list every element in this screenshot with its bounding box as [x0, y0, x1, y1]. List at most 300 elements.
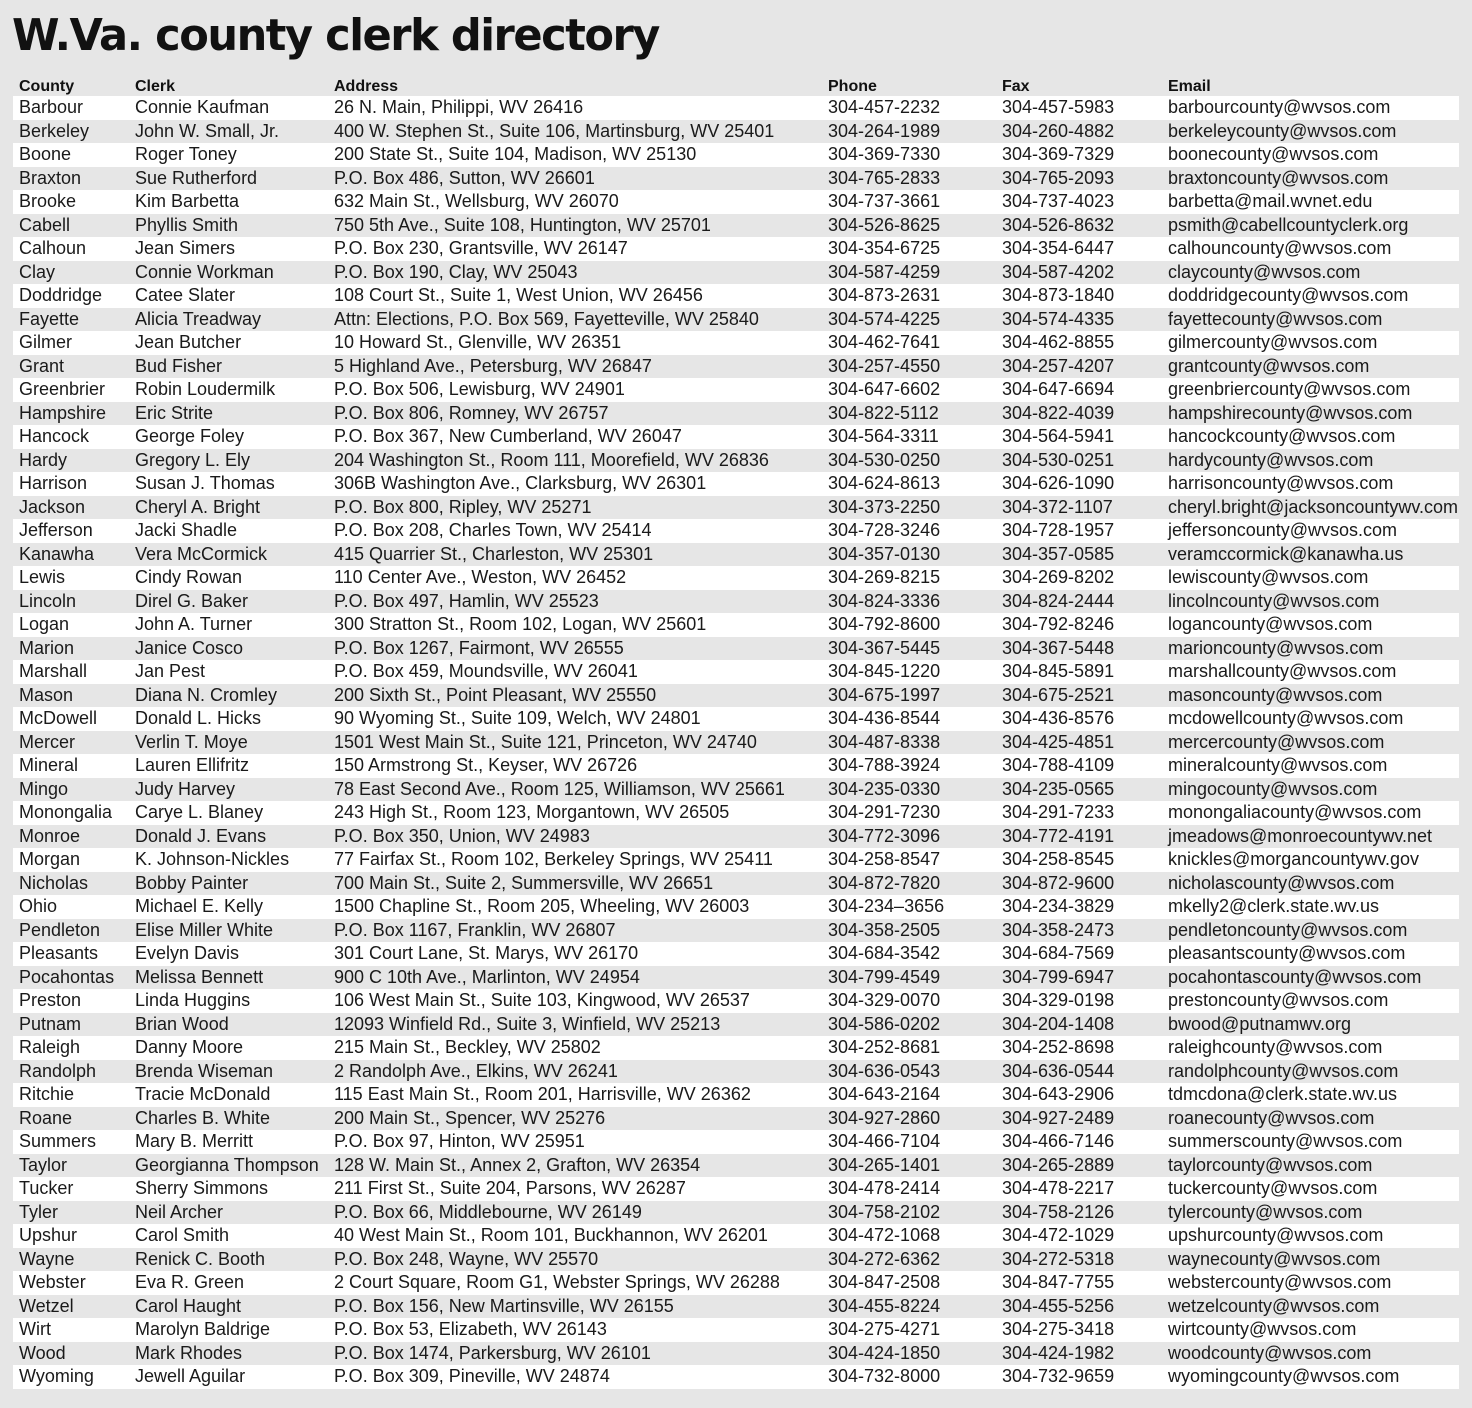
fax-cell: 304-772-4191: [996, 825, 1162, 849]
email-cell: pendletoncounty@wvsos.com: [1162, 919, 1459, 943]
county-cell: Nicholas: [13, 872, 129, 896]
table-row: [13, 778, 1459, 802]
county-cell: Pendleton: [13, 919, 129, 943]
clerk-cell: Michael E. Kelly: [129, 895, 328, 919]
clerk-cell: Brenda Wiseman: [129, 1060, 328, 1084]
phone-cell: 304-737-3661: [822, 190, 996, 214]
county-cell: Cabell: [13, 214, 129, 238]
email-cell: bwood@putnamwv.org: [1162, 1013, 1459, 1037]
clerk-cell: Lauren Ellifritz: [129, 754, 328, 778]
address-cell: 200 Main St., Spencer, WV 25276: [328, 1107, 822, 1131]
email-cell: mineralcounty@wvsos.com: [1162, 754, 1459, 778]
fax-cell: 304-684-7569: [996, 942, 1162, 966]
address-cell: 750 5th Ave., Suite 108, Huntington, WV 25701: [328, 214, 822, 238]
clerk-cell: Diana N. Cromley: [129, 684, 328, 708]
phone-cell: 304-765-2833: [822, 167, 996, 191]
fax-cell: 304-457-5983: [996, 96, 1162, 120]
address-cell: 700 Main St., Suite 2, Summersville, WV 26651: [328, 872, 822, 896]
county-cell: Monongalia: [13, 801, 129, 825]
clerk-cell: Tracie McDonald: [129, 1083, 328, 1107]
clerk-cell: Janice Cosco: [129, 637, 328, 661]
table-row: [13, 1365, 1459, 1389]
fax-cell: 304-587-4202: [996, 261, 1162, 285]
fax-cell: 304-799-6947: [996, 966, 1162, 990]
address-cell: 301 Court Lane, St. Marys, WV 26170: [328, 942, 822, 966]
address-cell: P.O. Box 248, Wayne, WV 25570: [328, 1248, 822, 1272]
clerk-cell: Renick C. Booth: [129, 1248, 328, 1272]
fax-cell: 304-367-5448: [996, 637, 1162, 661]
email-cell: pleasantscounty@wvsos.com: [1162, 942, 1459, 966]
table-row: [13, 261, 1459, 285]
address-cell: 40 West Main St., Room 101, Buckhannon, WV 26201: [328, 1224, 822, 1248]
county-cell: Marion: [13, 637, 129, 661]
email-cell: wirtcounty@wvsos.com: [1162, 1318, 1459, 1342]
clerk-cell: John W. Small, Jr.: [129, 120, 328, 144]
email-cell: prestoncounty@wvsos.com: [1162, 989, 1459, 1013]
fax-cell: 304-732-9659: [996, 1365, 1162, 1389]
address-cell: 2 Court Square, Room G1, Webster Springs, WV 26288: [328, 1271, 822, 1295]
header-county: County: [19, 78, 75, 95]
email-cell: wyomingcounty@wvsos.com: [1162, 1365, 1459, 1389]
table-row: [13, 1083, 1459, 1107]
fax-cell: 304-845-5891: [996, 660, 1162, 684]
table-row: [13, 1318, 1459, 1342]
email-cell: tylercounty@wvsos.com: [1162, 1201, 1459, 1225]
address-cell: P.O. Box 97, Hinton, WV 25951: [328, 1130, 822, 1154]
email-cell: mingocounty@wvsos.com: [1162, 778, 1459, 802]
table-row: [13, 96, 1459, 120]
email-cell: lewiscounty@wvsos.com: [1162, 566, 1459, 590]
county-cell: Boone: [13, 143, 129, 167]
phone-cell: 304-354-6725: [822, 237, 996, 261]
page-title: W.Va. county clerk directory: [12, 10, 659, 61]
phone-cell: 304-457-2232: [822, 96, 996, 120]
fax-cell: 304-260-4882: [996, 120, 1162, 144]
table-row: [13, 1107, 1459, 1131]
table-row: [13, 143, 1459, 167]
phone-cell: 304-586-0202: [822, 1013, 996, 1037]
email-cell: calhouncounty@wvsos.com: [1162, 237, 1459, 261]
phone-cell: 304-369-7330: [822, 143, 996, 167]
email-cell: marioncounty@wvsos.com: [1162, 637, 1459, 661]
phone-cell: 304-357-0130: [822, 543, 996, 567]
phone-cell: 304-424-1850: [822, 1342, 996, 1366]
email-cell: barbourcounty@wvsos.com: [1162, 96, 1459, 120]
email-cell: mercercounty@wvsos.com: [1162, 731, 1459, 755]
email-cell: harrisoncounty@wvsos.com: [1162, 472, 1459, 496]
county-cell: Kanawha: [13, 543, 129, 567]
email-cell: braxtoncounty@wvsos.com: [1162, 167, 1459, 191]
clerk-cell: Direl G. Baker: [129, 590, 328, 614]
table-row: [13, 1036, 1459, 1060]
clerk-cell: Jean Simers: [129, 237, 328, 261]
phone-cell: 304-478-2414: [822, 1177, 996, 1201]
address-cell: 108 Court St., Suite 1, West Union, WV 26456: [328, 284, 822, 308]
table-row: [13, 989, 1459, 1013]
email-cell: taylorcounty@wvsos.com: [1162, 1154, 1459, 1178]
email-cell: tdmcdona@clerk.state.wv.us: [1162, 1083, 1459, 1107]
fax-cell: 304-626-1090: [996, 472, 1162, 496]
email-cell: wetzelcounty@wvsos.com: [1162, 1295, 1459, 1319]
clerk-cell: Gregory L. Ely: [129, 449, 328, 473]
address-cell: Attn: Elections, P.O. Box 569, Fayetteville, WV 25840: [328, 308, 822, 332]
table-row: [13, 590, 1459, 614]
clerk-cell: Alicia Treadway: [129, 308, 328, 332]
clerk-cell: Jean Butcher: [129, 331, 328, 355]
clerk-cell: Judy Harvey: [129, 778, 328, 802]
clerk-cell: Donald J. Evans: [129, 825, 328, 849]
phone-cell: 304-526-8625: [822, 214, 996, 238]
address-cell: P.O. Box 367, New Cumberland, WV 26047: [328, 425, 822, 449]
table-row: [13, 684, 1459, 708]
county-cell: Logan: [13, 613, 129, 637]
fax-cell: 304-574-4335: [996, 308, 1162, 332]
fax-cell: 304-462-8855: [996, 331, 1162, 355]
table-row: [13, 1224, 1459, 1248]
email-cell: nicholascounty@wvsos.com: [1162, 872, 1459, 896]
phone-cell: 304-466-7104: [822, 1130, 996, 1154]
fax-cell: 304-372-1107: [996, 496, 1162, 520]
clerk-cell: Carol Smith: [129, 1224, 328, 1248]
clerk-cell: Cindy Rowan: [129, 566, 328, 590]
county-cell: Calhoun: [13, 237, 129, 261]
clerk-cell: K. Johnson-Nickles: [129, 848, 328, 872]
fax-cell: 304-526-8632: [996, 214, 1162, 238]
table-row: [13, 707, 1459, 731]
phone-cell: 304-258-8547: [822, 848, 996, 872]
fax-cell: 304-257-4207: [996, 355, 1162, 379]
email-cell: fayettecounty@wvsos.com: [1162, 308, 1459, 332]
email-cell: upshurcounty@wvsos.com: [1162, 1224, 1459, 1248]
email-cell: psmith@cabellcountyclerk.org: [1162, 214, 1459, 238]
county-cell: Braxton: [13, 167, 129, 191]
address-cell: 10 Howard St., Glenville, WV 26351: [328, 331, 822, 355]
address-cell: 128 W. Main St., Annex 2, Grafton, WV 26354: [328, 1154, 822, 1178]
county-cell: Berkeley: [13, 120, 129, 144]
email-cell: claycounty@wvsos.com: [1162, 261, 1459, 285]
table-row: [13, 1271, 1459, 1295]
phone-cell: 304-872-7820: [822, 872, 996, 896]
table-row: [13, 519, 1459, 543]
county-cell: Wyoming: [13, 1365, 129, 1389]
address-cell: 632 Main St., Wellsburg, WV 26070: [328, 190, 822, 214]
email-cell: lincolncounty@wvsos.com: [1162, 590, 1459, 614]
clerk-cell: Jan Pest: [129, 660, 328, 684]
email-cell: veramccormick@kanawha.us: [1162, 543, 1459, 567]
fax-cell: 304-647-6694: [996, 378, 1162, 402]
clerk-cell: Donald L. Hicks: [129, 707, 328, 731]
county-cell: Morgan: [13, 848, 129, 872]
clerk-cell: Vera McCormick: [129, 543, 328, 567]
phone-cell: 304-462-7641: [822, 331, 996, 355]
county-cell: Mercer: [13, 731, 129, 755]
email-cell: hardycounty@wvsos.com: [1162, 449, 1459, 473]
table-row: [13, 1154, 1459, 1178]
address-cell: P.O. Box 1167, Franklin, WV 26807: [328, 919, 822, 943]
county-cell: Lincoln: [13, 590, 129, 614]
county-cell: McDowell: [13, 707, 129, 731]
address-cell: P.O. Box 800, Ripley, WV 25271: [328, 496, 822, 520]
county-cell: Monroe: [13, 825, 129, 849]
table-row: [13, 637, 1459, 661]
phone-cell: 304-269-8215: [822, 566, 996, 590]
phone-cell: 304-675-1997: [822, 684, 996, 708]
table-row: [13, 825, 1459, 849]
phone-cell: 304-758-2102: [822, 1201, 996, 1225]
email-cell: masoncounty@wvsos.com: [1162, 684, 1459, 708]
header-clerk: Clerk: [135, 78, 176, 95]
table-row: [13, 167, 1459, 191]
address-cell: 415 Quarrier St., Charleston, WV 25301: [328, 543, 822, 567]
county-cell: Wirt: [13, 1318, 129, 1342]
clerk-cell: Sue Rutherford: [129, 167, 328, 191]
clerk-cell: Neil Archer: [129, 1201, 328, 1225]
county-cell: Grant: [13, 355, 129, 379]
phone-cell: 304-647-6602: [822, 378, 996, 402]
address-cell: 300 Stratton St., Room 102, Logan, WV 25601: [328, 613, 822, 637]
email-cell: pocahontascounty@wvsos.com: [1162, 966, 1459, 990]
email-cell: barbetta@mail.wvnet.edu: [1162, 190, 1459, 214]
fax-cell: 304-847-7755: [996, 1271, 1162, 1295]
county-cell: Mingo: [13, 778, 129, 802]
table-row: [13, 566, 1459, 590]
county-cell: Upshur: [13, 1224, 129, 1248]
clerk-cell: Evelyn Davis: [129, 942, 328, 966]
address-cell: 5 Highland Ave., Petersburg, WV 26847: [328, 355, 822, 379]
address-cell: 2 Randolph Ave., Elkins, WV 26241: [328, 1060, 822, 1084]
header-phone: Phone: [828, 78, 877, 95]
phone-cell: 304-847-2508: [822, 1271, 996, 1295]
county-cell: Tucker: [13, 1177, 129, 1201]
phone-cell: 304-275-4271: [822, 1318, 996, 1342]
clerk-cell: Marolyn Baldrige: [129, 1318, 328, 1342]
phone-cell: 304-822-5112: [822, 402, 996, 426]
table-row: [13, 190, 1459, 214]
email-cell: summerscounty@wvsos.com: [1162, 1130, 1459, 1154]
table-row: [13, 284, 1459, 308]
header-fax: Fax: [1002, 78, 1030, 95]
phone-cell: 304-845-1220: [822, 660, 996, 684]
address-cell: 90 Wyoming St., Suite 109, Welch, WV 24801: [328, 707, 822, 731]
fax-cell: 304-354-6447: [996, 237, 1162, 261]
clerk-cell: Brian Wood: [129, 1013, 328, 1037]
county-cell: Doddridge: [13, 284, 129, 308]
table-row: [13, 942, 1459, 966]
clerk-directory-table: [13, 73, 1459, 1389]
table-row: [13, 872, 1459, 896]
county-cell: Marshall: [13, 660, 129, 684]
email-cell: webstercounty@wvsos.com: [1162, 1271, 1459, 1295]
clerk-cell: John A. Turner: [129, 613, 328, 637]
address-cell: 200 Sixth St., Point Pleasant, WV 25550: [328, 684, 822, 708]
address-cell: P.O. Box 506, Lewisburg, WV 24901: [328, 378, 822, 402]
phone-cell: 304-574-4225: [822, 308, 996, 332]
clerk-cell: Roger Toney: [129, 143, 328, 167]
county-cell: Hardy: [13, 449, 129, 473]
phone-cell: 304-291-7230: [822, 801, 996, 825]
county-cell: Pocahontas: [13, 966, 129, 990]
fax-cell: 304-728-1957: [996, 519, 1162, 543]
county-cell: Clay: [13, 261, 129, 285]
address-cell: 26 N. Main, Philippi, WV 26416: [328, 96, 822, 120]
clerk-cell: Elise Miller White: [129, 919, 328, 943]
clerk-cell: Phyllis Smith: [129, 214, 328, 238]
county-cell: Ohio: [13, 895, 129, 919]
phone-cell: 304-772-3096: [822, 825, 996, 849]
county-cell: Webster: [13, 1271, 129, 1295]
address-cell: P.O. Box 190, Clay, WV 25043: [328, 261, 822, 285]
county-cell: Jackson: [13, 496, 129, 520]
fax-cell: 304-291-7233: [996, 801, 1162, 825]
fax-cell: 304-258-8545: [996, 848, 1162, 872]
fax-cell: 304-643-2906: [996, 1083, 1162, 1107]
clerk-cell: Kim Barbetta: [129, 190, 328, 214]
table-row: [13, 1060, 1459, 1084]
clerk-cell: Bobby Painter: [129, 872, 328, 896]
clerk-cell: Catee Slater: [129, 284, 328, 308]
table-row: [13, 543, 1459, 567]
table-header: [13, 73, 1459, 96]
phone-cell: 304-927-2860: [822, 1107, 996, 1131]
address-cell: 110 Center Ave., Weston, WV 26452: [328, 566, 822, 590]
email-cell: logancounty@wvsos.com: [1162, 613, 1459, 637]
table-row: [13, 496, 1459, 520]
county-cell: Jefferson: [13, 519, 129, 543]
clerk-cell: Danny Moore: [129, 1036, 328, 1060]
header-address: Address: [334, 78, 399, 95]
clerk-cell: Verlin T. Moye: [129, 731, 328, 755]
email-cell: doddridgecounty@wvsos.com: [1162, 284, 1459, 308]
county-cell: Hancock: [13, 425, 129, 449]
email-cell: greenbriercounty@wvsos.com: [1162, 378, 1459, 402]
clerk-cell: Cheryl A. Bright: [129, 496, 328, 520]
phone-cell: 304-728-3246: [822, 519, 996, 543]
clerk-cell: Susan J. Thomas: [129, 472, 328, 496]
address-cell: P.O. Box 53, Elizabeth, WV 26143: [328, 1318, 822, 1342]
email-cell: randolphcounty@wvsos.com: [1162, 1060, 1459, 1084]
email-cell: berkeleycounty@wvsos.com: [1162, 120, 1459, 144]
phone-cell: 304-873-2631: [822, 284, 996, 308]
county-cell: Brooke: [13, 190, 129, 214]
address-cell: 306B Washington Ave., Clarksburg, WV 26301: [328, 472, 822, 496]
phone-cell: 304-788-3924: [822, 754, 996, 778]
address-cell: 215 Main St., Beckley, WV 25802: [328, 1036, 822, 1060]
fax-cell: 304-737-4023: [996, 190, 1162, 214]
address-cell: P.O. Box 497, Hamlin, WV 25523: [328, 590, 822, 614]
email-cell: jeffersoncounty@wvsos.com: [1162, 519, 1459, 543]
address-cell: P.O. Box 459, Moundsville, WV 26041: [328, 660, 822, 684]
address-cell: P.O. Box 230, Grantsville, WV 26147: [328, 237, 822, 261]
fax-cell: 304-425-4851: [996, 731, 1162, 755]
fax-cell: 304-357-0585: [996, 543, 1162, 567]
county-cell: Lewis: [13, 566, 129, 590]
address-cell: 12093 Winfield Rd., Suite 3, Winfield, WV 25213: [328, 1013, 822, 1037]
clerk-cell: Mark Rhodes: [129, 1342, 328, 1366]
county-cell: Barbour: [13, 96, 129, 120]
table-row: [13, 449, 1459, 473]
county-cell: Greenbrier: [13, 378, 129, 402]
table-row: [13, 425, 1459, 449]
address-cell: P.O. Box 350, Union, WV 24983: [328, 825, 822, 849]
phone-cell: 304-824-3336: [822, 590, 996, 614]
county-cell: Wetzel: [13, 1295, 129, 1319]
email-cell: hancockcounty@wvsos.com: [1162, 425, 1459, 449]
phone-cell: 304-373-2250: [822, 496, 996, 520]
county-cell: Fayette: [13, 308, 129, 332]
fax-cell: 304-824-2444: [996, 590, 1162, 614]
fax-cell: 304-424-1982: [996, 1342, 1162, 1366]
email-cell: monongaliacounty@wvsos.com: [1162, 801, 1459, 825]
table-row: [13, 1177, 1459, 1201]
table-row: [13, 331, 1459, 355]
county-cell: Mason: [13, 684, 129, 708]
email-cell: waynecounty@wvsos.com: [1162, 1248, 1459, 1272]
clerk-cell: Melissa Bennett: [129, 966, 328, 990]
table-row: [13, 754, 1459, 778]
email-cell: marshallcounty@wvsos.com: [1162, 660, 1459, 684]
address-cell: 77 Fairfax St., Room 102, Berkeley Springs, WV 25411: [328, 848, 822, 872]
phone-cell: 304-792-8600: [822, 613, 996, 637]
address-cell: P.O. Box 156, New Martinsville, WV 26155: [328, 1295, 822, 1319]
table-body: [13, 96, 1459, 1389]
fax-cell: 304-822-4039: [996, 402, 1162, 426]
fax-cell: 304-636-0544: [996, 1060, 1162, 1084]
fax-cell: 304-252-8698: [996, 1036, 1162, 1060]
clerk-cell: Bud Fisher: [129, 355, 328, 379]
phone-cell: 304-252-8681: [822, 1036, 996, 1060]
address-cell: P.O. Box 66, Middlebourne, WV 26149: [328, 1201, 822, 1225]
clerk-cell: Sherry Simmons: [129, 1177, 328, 1201]
address-cell: P.O. Box 806, Romney, WV 26757: [328, 402, 822, 426]
fax-cell: 304-927-2489: [996, 1107, 1162, 1131]
county-cell: Wayne: [13, 1248, 129, 1272]
county-cell: Wood: [13, 1342, 129, 1366]
clerk-cell: George Foley: [129, 425, 328, 449]
county-cell: Roane: [13, 1107, 129, 1131]
table-row: [13, 966, 1459, 990]
phone-cell: 304-264-1989: [822, 120, 996, 144]
county-cell: Mineral: [13, 754, 129, 778]
phone-cell: 304-684-3542: [822, 942, 996, 966]
clerk-cell: Carol Haught: [129, 1295, 328, 1319]
phone-cell: 304-732-8000: [822, 1365, 996, 1389]
email-cell: boonecounty@wvsos.com: [1162, 143, 1459, 167]
table-row: [13, 308, 1459, 332]
table-row: [13, 895, 1459, 919]
county-cell: Raleigh: [13, 1036, 129, 1060]
fax-cell: 304-272-5318: [996, 1248, 1162, 1272]
clerk-cell: Mary B. Merritt: [129, 1130, 328, 1154]
fax-cell: 304-564-5941: [996, 425, 1162, 449]
header-row: [13, 73, 1459, 96]
phone-cell: 304-367-5445: [822, 637, 996, 661]
fax-cell: 304-478-2217: [996, 1177, 1162, 1201]
phone-cell: 304-358-2505: [822, 919, 996, 943]
address-cell: 115 East Main St., Room 201, Harrisville, WV 26362: [328, 1083, 822, 1107]
county-cell: Harrison: [13, 472, 129, 496]
table-row: [13, 378, 1459, 402]
address-cell: 900 C 10th Ave., Marlinton, WV 24954: [328, 966, 822, 990]
clerk-cell: Charles B. White: [129, 1107, 328, 1131]
phone-cell: 304-329-0070: [822, 989, 996, 1013]
fax-cell: 304-788-4109: [996, 754, 1162, 778]
phone-cell: 304-636-0543: [822, 1060, 996, 1084]
email-cell: mcdowellcounty@wvsos.com: [1162, 707, 1459, 731]
email-cell: grantcounty@wvsos.com: [1162, 355, 1459, 379]
address-cell: 243 High St., Room 123, Morgantown, WV 26505: [328, 801, 822, 825]
table-row: [13, 1295, 1459, 1319]
fax-cell: 304-275-3418: [996, 1318, 1162, 1342]
